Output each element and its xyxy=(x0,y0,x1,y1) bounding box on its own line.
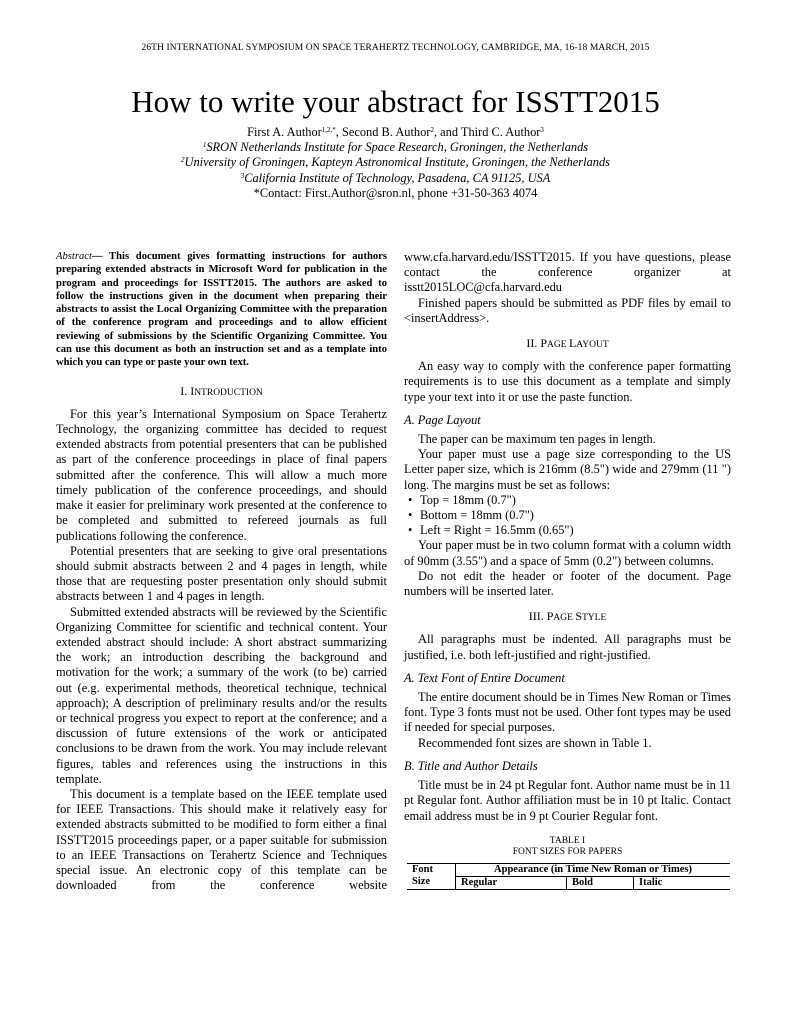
affiliation-2-text: University of Groningen, Kapteyn Astronomical Institute, Groningen, the Netherlands xyxy=(184,155,610,170)
table-header-cell: Bold xyxy=(567,876,634,889)
affiliation-1 xyxy=(0,140,791,155)
affiliation-3 xyxy=(0,171,791,186)
paragraph: Title must be in 24 pt Regular font. Author name must be in 11 pt Regular font. Author affiliation must be in 10 pt Italic. Contact email address must be in 9 pt Courier Regular font. xyxy=(404,778,731,823)
paragraph: The paper can be maximum ten pages in length. xyxy=(418,432,656,447)
right-column xyxy=(404,250,731,890)
subsection-heading-page-layout: A. Page Layout xyxy=(404,412,481,427)
table-header-cell: Appearance (in Time New Roman or Times) xyxy=(456,863,731,876)
author-2-superscript: 2 xyxy=(430,126,434,134)
margin-list xyxy=(404,493,731,539)
paragraph: Recommended font sizes are shown in Table 1. xyxy=(418,735,652,750)
paragraph: Submitted extended abstracts will be reviewed by the Scientific Organizing Committee for scientific and technical content. Your extended abstract should include: A short abstract summarizing the work; an introduction describing the background and motivation for the work; a summary of the work (to be) carried out (e.g. experimental methods, theoretical technique, technical approach); A description of preliminary results and/or the results or technical progress you expect to report at the conference; and a discussion of future extensions of the work or anticipated conclusions to be drawn from the work. You may include relevant figures, tables and references using the instructions in this template. xyxy=(56,604,387,786)
affiliation-1-text: SRON Netherlands Institute for Space Research, Groningen, the Netherlands xyxy=(206,140,589,155)
left-column xyxy=(56,250,387,893)
affiliation-3-superscript: 3 xyxy=(240,171,245,180)
affiliation-1-superscript: 1 xyxy=(202,141,207,150)
list-item: • Top = 18mm (0.7") xyxy=(404,493,731,508)
affiliation-3-text: California Institute of Technology, Pasadena, CA 91125, USA xyxy=(244,170,551,185)
paragraph: An easy way to comply with the conference paper formatting requirements is to use this document as a template and simply type your text into it or use the paste function. xyxy=(404,359,731,404)
font-sizes-table xyxy=(407,863,730,890)
paragraph: Do not edit the header or footer of the document. Page numbers will be inserted later. xyxy=(404,568,731,599)
list-item: • Left = Right = 16.5mm (0.65") xyxy=(404,523,731,538)
subsection-heading-title-author: B. Title and Author Details xyxy=(404,758,538,773)
paragraph: www.cfa.harvard.edu/ISSTT2015. If you have questions, please contact the conference organizer at isstt2015LOC@cfa.harvard.edu xyxy=(404,250,731,295)
author-3: , and Third C. Author xyxy=(433,125,541,139)
paragraph: Finished papers should be submitted as PDF files by email to <insertAddress>. xyxy=(404,295,731,325)
paragraph: Your paper must use a page size corresponding to the US Letter paper size, which is 216mm (8.5") wide and 279mm (11 ") long. The margins must be set as follows: xyxy=(404,447,731,492)
author-2: , Second B. Author xyxy=(335,125,431,139)
paper-title: How to write your abstract for ISSTT2015 xyxy=(131,84,660,119)
table-label: TABLE I xyxy=(549,835,586,846)
paragraph: All paragraphs must be indented. All paragraphs must be justified, i.e. both left-justified and right-justified. xyxy=(404,632,731,662)
table-header-cell: Regular xyxy=(456,876,567,889)
author-3-superscript: 3 xyxy=(540,126,544,134)
paragraph: For this year’s International Symposium on Space Terahertz Technology, the organizing committee has decided to request extended abstracts from potential presenters that can be published as part of the conference proceedings in place of final papers submitted after the conference. This will allow a much more timely publication of the conference proceedings, and should make it easier for preliminary work presented at the conference to be completed and submitted to refereed journals as full publications following the conference. xyxy=(56,406,387,543)
abstract-dash: — xyxy=(91,251,110,262)
table-title: FONT SIZES FOR PAPERS xyxy=(512,846,623,857)
section-heading-introduction: I. INTRODUCTION xyxy=(180,383,263,398)
table-caption xyxy=(404,836,731,858)
author-1: First A. Author xyxy=(247,125,322,139)
contact-line: *Contact: First.Author@sron.nl, phone +31-50-363 4074 xyxy=(253,185,538,200)
author-1-superscript: 1,2,* xyxy=(321,126,336,134)
affiliation-2-superscript: 2 xyxy=(181,156,185,165)
affiliation-2 xyxy=(0,155,791,170)
paragraph: This document is a template based on the IEEE template used for IEEE Transactions. This should make it relatively easy for extended abstracts submitted to be modified to form either a final ISSTT2015 proceedings paper, or a paper suitable for submission to an IEEE Transactions on Terahertz Science and Techniques special issue. An electronic copy of this template can be downloaded from the conference website xyxy=(56,786,387,893)
section-heading-page-layout: II. PAGE LAYOUT xyxy=(526,336,609,351)
running-header: 26TH INTERNATIONAL SYMPOSIUM ON SPACE TERAHERTZ TECHNOLOGY, CAMBRIDGE, MA, 16-18 MARCH, 2015 xyxy=(141,43,650,53)
abstract-label: Abstract xyxy=(56,251,92,262)
list-item: • Bottom = 18mm (0.7") xyxy=(404,508,731,523)
table-header-cell: Italic xyxy=(634,876,731,889)
author-line xyxy=(0,125,791,140)
paragraph: Potential presenters that are seeking to give oral presentations should submit abstracts between 2 and 4 pages in length, while those that are requesting poster presentation only should submit abstracts between 1 and 4 pages in length. xyxy=(56,543,387,604)
author-block xyxy=(0,125,791,201)
paragraph: The entire document should be in Times New Roman or Times font. Type 3 fonts must not be used. Other font types may be used if needed for special purposes. xyxy=(404,690,731,735)
abstract-text: This document gives formatting instructions for authors preparing extended abstracts in Microsoft Word for publication in the program and proceedings for ISSTT2015. The authors are asked to follow the instructions given in the document when preparing their abstracts to assist the Local Organizing Committee with the preparation of the conference program and proceedings and to allow efficient reviewing of submissions by the Scientific Organizing Committee. You can use this document as both an instruction set and as a template into which you can type or paste your own text. xyxy=(56,251,387,369)
section-heading-page-style: III. PAGE STYLE xyxy=(528,609,607,624)
paragraph: Your paper must be in two column format with a column width of 90mm (3.55") and a space of 5mm (0.2") between columns. xyxy=(404,538,731,568)
table-header-cell: Font xyxy=(407,863,456,876)
abstract xyxy=(56,250,387,370)
subsection-heading-text-font: A. Text Font of Entire Document xyxy=(404,670,565,685)
table-header-cell: Size xyxy=(407,876,456,889)
